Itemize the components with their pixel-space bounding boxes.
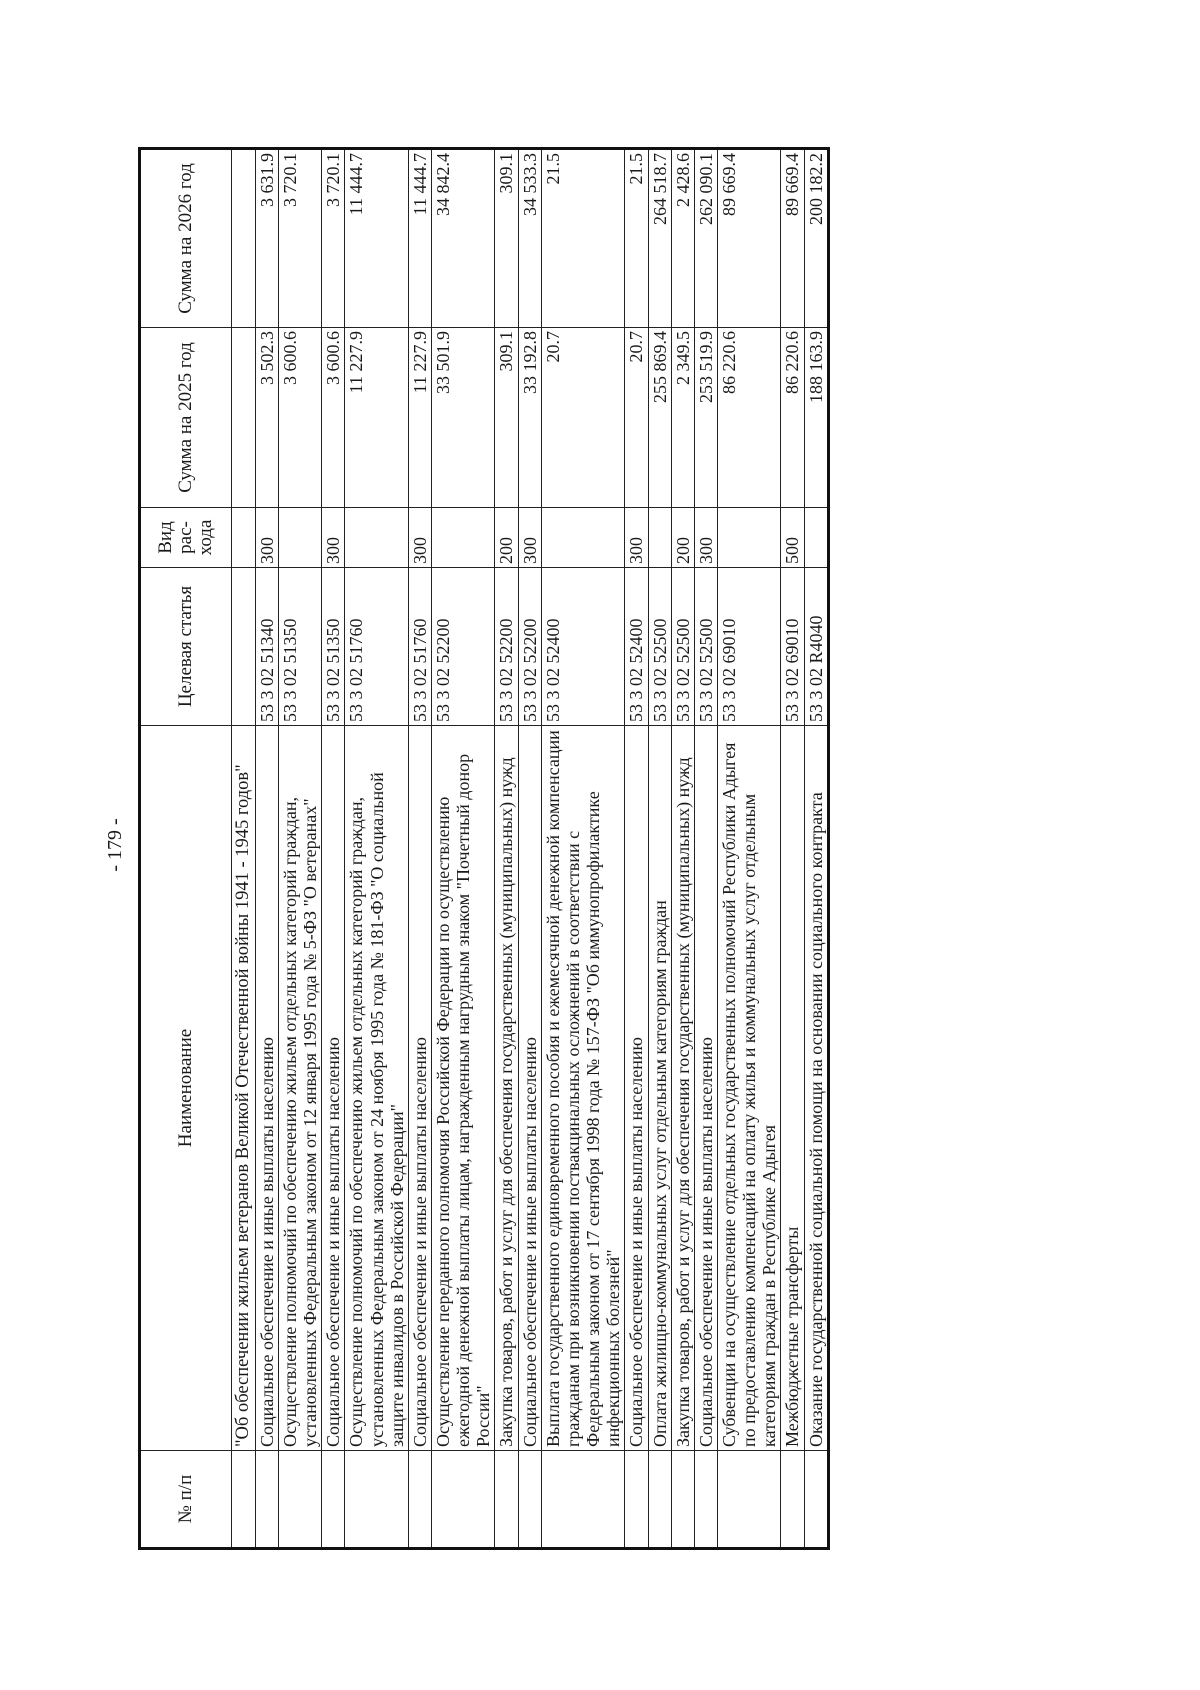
row-num: [232, 1451, 256, 1549]
row-name: Социальное обеспечение и иные выплаты населению: [625, 726, 648, 1451]
row-name: Закупка товаров, работ и услуг для обеспечения государственных (муниципальных) нужд: [671, 726, 694, 1451]
row-sum-2026: 21.5: [541, 149, 625, 328]
row-sum-2025: 3 600.6: [322, 328, 345, 508]
row-name: Оплата жилищно-коммунальных услуг отдельным категориям граждан: [648, 726, 671, 1451]
row-sum-2025: 309.1: [495, 328, 518, 508]
row-code: [232, 568, 256, 726]
row-code: 53 3 02 51760: [345, 568, 408, 726]
row-sum-2025: 86 220.6: [781, 328, 804, 508]
row-code: 53 3 02 R4040: [804, 568, 828, 726]
table-row: [278, 149, 321, 1549]
row-num: [495, 1451, 518, 1549]
row-sum-2025: 3 600.6: [278, 328, 321, 508]
row-code: 53 3 02 69010: [781, 568, 804, 726]
row-sum-2025: [232, 328, 256, 508]
header-num: № п/п: [140, 1451, 232, 1549]
row-name: "Об обеспечении жильем ветеранов Великой Отечественной войны 1941 - 1945 годов": [232, 726, 256, 1451]
row-code: 53 3 02 51350: [278, 568, 321, 726]
table-row: [694, 149, 717, 1549]
table-row: [232, 149, 256, 1549]
row-name: Осуществление полномочий по обеспечению жильем отдельных категорий граждан, установленных Федеральным законом от 12 января 1995 года № 5-ФЗ "О ветеранах": [278, 726, 321, 1451]
row-code: 53 3 02 52200: [518, 568, 541, 726]
row-code: 53 3 02 51760: [408, 568, 431, 726]
row-sum-2026: 89 669.4: [718, 149, 781, 328]
row-kind: [431, 508, 494, 568]
row-kind: 500: [781, 508, 804, 568]
row-code: 53 3 02 52400: [541, 568, 625, 726]
page-number: - 179 -: [103, 818, 126, 872]
row-num: [694, 1451, 717, 1549]
row-code: 53 3 02 52500: [671, 568, 694, 726]
table-row: [345, 149, 408, 1549]
header-sum-2025: Сумма на 2025 год: [140, 328, 232, 508]
row-sum-2025: 2 349.5: [671, 328, 694, 508]
row-kind: 300: [518, 508, 541, 568]
row-num: [541, 1451, 625, 1549]
row-name: Закупка товаров, работ и услуг для обеспечения государственных (муниципальных) нужд: [495, 726, 518, 1451]
row-kind: 300: [322, 508, 345, 568]
row-name: Социальное обеспечение и иные выплаты населению: [408, 726, 431, 1451]
row-sum-2025: 33 192.8: [518, 328, 541, 508]
row-sum-2025: 33 501.9: [431, 328, 494, 508]
table-row: [781, 149, 804, 1549]
row-kind: [345, 508, 408, 568]
table-row: [518, 149, 541, 1549]
row-kind: 300: [694, 508, 717, 568]
row-num: [322, 1451, 345, 1549]
row-name: Социальное обеспечение и иные выплаты населению: [694, 726, 717, 1451]
row-code: 53 3 02 52400: [625, 568, 648, 726]
row-kind: [232, 508, 256, 568]
row-code: 53 3 02 52500: [648, 568, 671, 726]
row-num: [255, 1451, 278, 1549]
row-code: 53 3 02 51340: [255, 568, 278, 726]
rotated-table-container: [138, 150, 1047, 1550]
row-name: Осуществление полномочий по обеспечению жильем отдельных категорий граждан, установленных Федеральным законом от 24 ноября 1995 года № 181-ФЗ "О социальной защите инвалидов в Российской Федерации": [345, 726, 408, 1451]
row-kind: [718, 508, 781, 568]
header-sum-2026: Сумма на 2026 год: [140, 149, 232, 328]
row-kind: 200: [671, 508, 694, 568]
table-row: [541, 149, 625, 1549]
row-kind: [648, 508, 671, 568]
row-sum-2026: 3 720.1: [322, 149, 345, 328]
row-sum-2026: 264 518.7: [648, 149, 671, 328]
table-row: [718, 149, 781, 1549]
row-name: Выплата государственного единовременного пособия и ежемесячной денежной компенсации гражданам при возникновении поствакцинальных осложнений в соответствии с Федеральным законом от 17 сентября 1998 года № 157-ФЗ "Об иммунопрофилактике инфекционных болезней": [541, 726, 625, 1451]
table-row: [495, 149, 518, 1549]
row-sum-2025: 20.7: [625, 328, 648, 508]
row-sum-2025: 86 220.6: [718, 328, 781, 508]
row-name: Оказание государственной социальной помощи на основании социального контракта: [804, 726, 828, 1451]
row-sum-2026: 3 631.9: [255, 149, 278, 328]
row-kind: [278, 508, 321, 568]
row-num: [518, 1451, 541, 1549]
table-row: [625, 149, 648, 1549]
row-code: 53 3 02 52200: [431, 568, 494, 726]
row-sum-2026: 21.5: [625, 149, 648, 328]
row-sum-2025: 20.7: [541, 328, 625, 508]
row-num: [431, 1451, 494, 1549]
row-kind: 300: [408, 508, 431, 568]
header-name: Наименование: [140, 726, 232, 1451]
row-sum-2026: 262 090.1: [694, 149, 717, 328]
row-sum-2025: 3 502.3: [255, 328, 278, 508]
budget-table: [138, 147, 830, 1550]
row-sum-2026: 34 842.4: [431, 149, 494, 328]
row-sum-2026: 309.1: [495, 149, 518, 328]
row-sum-2026: 11 444.7: [345, 149, 408, 328]
row-sum-2026: 11 444.7: [408, 149, 431, 328]
row-code: 53 3 02 52200: [495, 568, 518, 726]
row-num: [345, 1451, 408, 1549]
table-row: [431, 149, 494, 1549]
row-sum-2025: 11 227.9: [345, 328, 408, 508]
row-kind: [541, 508, 625, 568]
row-num: [671, 1451, 694, 1549]
row-num: [648, 1451, 671, 1549]
row-name: Социальное обеспечение и иные выплаты населению: [255, 726, 278, 1451]
row-sum-2026: 200 182.2: [804, 149, 828, 328]
row-sum-2025: 11 227.9: [408, 328, 431, 508]
header-expense-type: Вид рас-хода: [140, 508, 232, 568]
table-row: [408, 149, 431, 1549]
row-code: 53 3 02 52500: [694, 568, 717, 726]
table-row: [804, 149, 828, 1549]
table-row: [322, 149, 345, 1549]
row-sum-2026: 34 533.3: [518, 149, 541, 328]
row-name: Межбюджетные трансферты: [781, 726, 804, 1451]
row-code: 53 3 02 69010: [718, 568, 781, 726]
row-kind: 200: [495, 508, 518, 568]
row-sum-2026: 89 669.4: [781, 149, 804, 328]
row-code: 53 3 02 51350: [322, 568, 345, 726]
row-name: Субвенции на осуществление отдельных государственных полномочий Республики Адыгея по предоставлению компенсаций на оплату жилья и коммунальных услуг отдельным категориям граждан в Республике Адыгея: [718, 726, 781, 1451]
table-header-row: [140, 149, 232, 1549]
row-num: [408, 1451, 431, 1549]
row-num: [718, 1451, 781, 1549]
row-kind: 300: [255, 508, 278, 568]
row-num: [781, 1451, 804, 1549]
row-num: [278, 1451, 321, 1549]
table-row: [255, 149, 278, 1549]
row-sum-2025: 255 869.4: [648, 328, 671, 508]
table-row: [671, 149, 694, 1549]
row-sum-2026: [232, 149, 256, 328]
row-kind: 300: [625, 508, 648, 568]
row-num: [804, 1451, 828, 1549]
row-sum-2025: 188 163.9: [804, 328, 828, 508]
row-sum-2026: 2 428.6: [671, 149, 694, 328]
row-kind: [804, 508, 828, 568]
row-name: Осуществление переданного полномочия Российской Федерации по осуществлению ежегодной денежной выплаты лицам, награжденным нагрудным знаком "Почетный донор России": [431, 726, 494, 1451]
row-sum-2025: 253 519.9: [694, 328, 717, 508]
row-num: [625, 1451, 648, 1549]
row-sum-2026: 3 720.1: [278, 149, 321, 328]
header-target-article: Целевая статья: [140, 568, 232, 726]
row-name: Социальное обеспечение и иные выплаты населению: [518, 726, 541, 1451]
row-name: Социальное обеспечение и иные выплаты населению: [322, 726, 345, 1451]
table-row: [648, 149, 671, 1549]
